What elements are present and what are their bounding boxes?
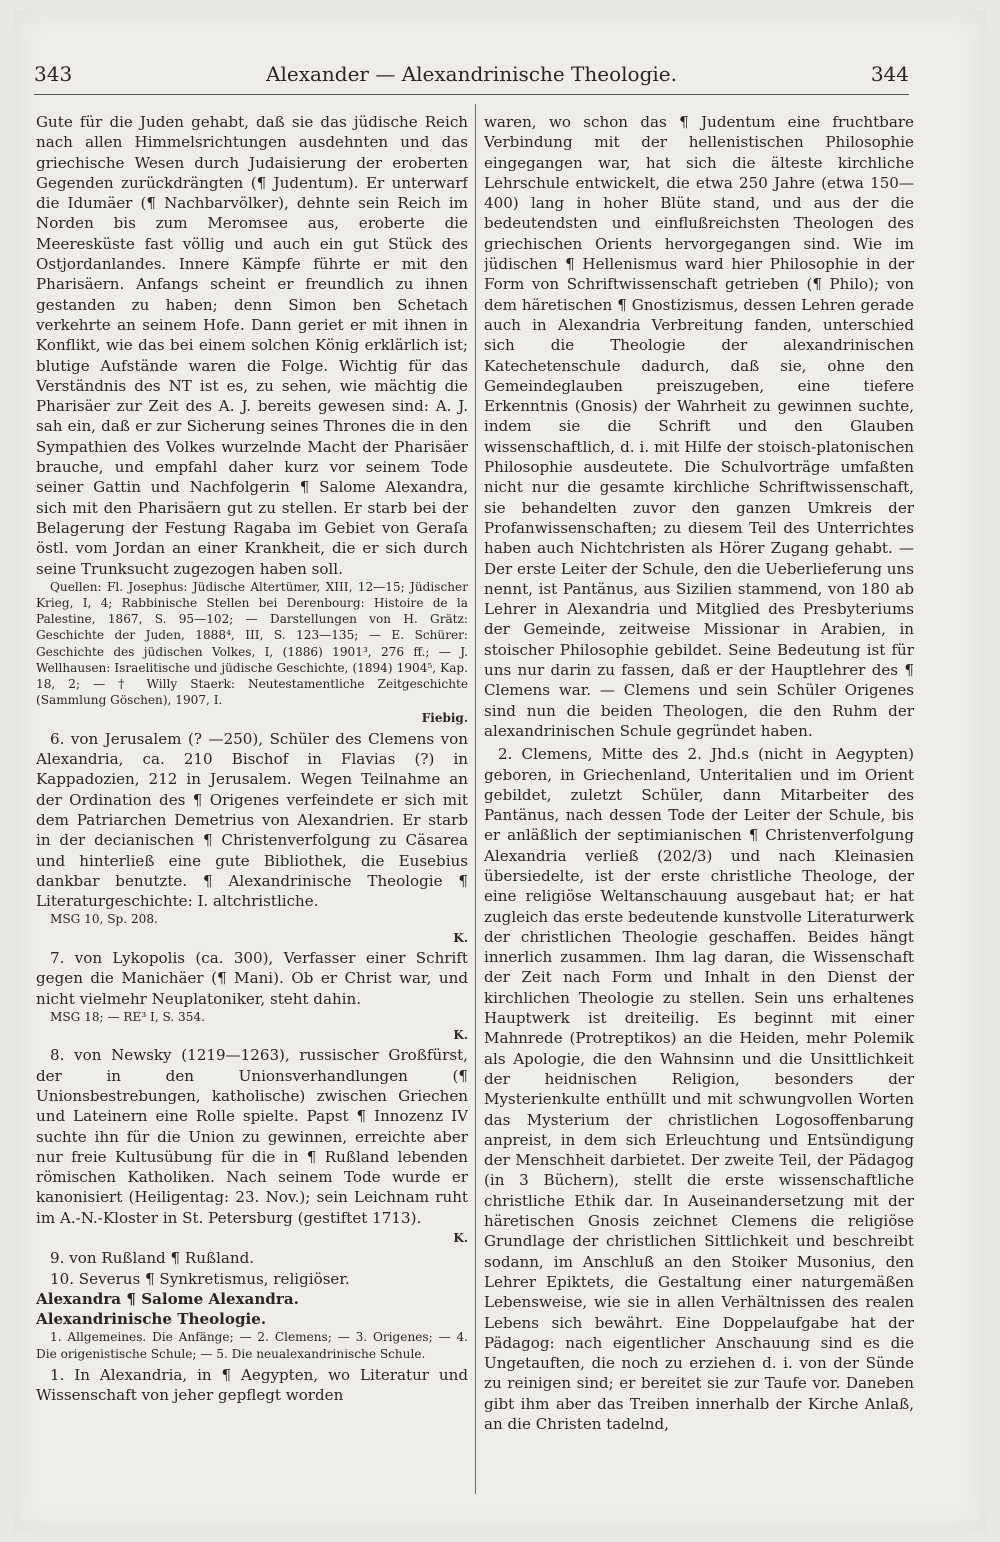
author-signature: K. bbox=[453, 930, 468, 945]
entry-10-severus: 10. Severus ¶ Synkretismus, religiöser. bbox=[50, 1269, 350, 1288]
right-column bbox=[484, 112, 914, 1492]
headword-alexandrinische-theologie: Alexandrinische Theologie. bbox=[36, 1310, 267, 1329]
running-title: Alexander — Alexandrinische Theologie. bbox=[266, 62, 677, 86]
section-1-start: 1. In Alexandria, in ¶ Aegypten, wo Literatur und Wissenschaft von jeher gepflegt worden bbox=[36, 1365, 468, 1405]
left-column bbox=[36, 112, 468, 1492]
headword-alexandra: Alexandra ¶ Salome Alexandra. bbox=[36, 1289, 299, 1308]
author-signature: K. bbox=[453, 1230, 468, 1245]
column-divider bbox=[475, 104, 476, 1494]
reference-note: MSG 10, Sp. 208. bbox=[50, 912, 158, 927]
author-signature: Fiebig. bbox=[421, 711, 468, 726]
author-signature: K. bbox=[453, 1028, 468, 1043]
entry-7-lykopolis: 7. von Lykopolis (ca. 300), Verfasser einer Schrift gegen die Manichäer (¶ Mani). Ob er Christ war, und nicht vielmehr Neuplatoniker, steht dahin. bbox=[36, 948, 468, 1008]
page-number-left: 343 bbox=[34, 62, 73, 86]
page bbox=[14, 10, 986, 1532]
entry-9-russland: 9. von Rußland ¶ Rußland. bbox=[50, 1249, 255, 1268]
sources-note: Quellen: Fl. Josephus: Jüdische Altertümer, XIII, 12—15; Jüdischer Krieg, I, 4; Rabbinische Stellen bei Derenbourg: Histoire de la Palestine, 1867, S. 95—102; — Darstellungen von H. Grätz: Geschichte der Juden, 1888⁴, III, S. 123—135; — E. Schürer: Geschichte des jüdischen Volkes, I, (1886) 1901³, 276 ff.; — J. Wellhausen: Israelitische und jüdische Geschichte, (1894) 1904⁵, Kap. 18, 2; — † Willy Staerk: Neutestamentliche Zeitgeschichte (Sammlung Göschen), 1907, I. bbox=[36, 579, 468, 708]
running-head bbox=[34, 62, 909, 92]
reference-note: MSG 18; — RE³ I, S. 354. bbox=[50, 1009, 205, 1024]
entry-8-newsky: 8. von Newsky (1219—1263), russischer Großfürst, der in den Unionsverhandlungen (¶ Unionsbestrebungen, katholische) zwischen Griechen und Lateinern eine Rolle spielte. Papst ¶ Innozenz IV suchte ihn für die Union zu gewinnen, erreichte aber nur freie Kultusübung für die in ¶ Rußland lebenden römischen Katholiken. Nach seinem Tode wurde er kanonisiert (Heiligentag: 23. Nov.); sein Leichnam ruht im A.-N.-Kloster in St. Petersburg (gestiftet 1713). bbox=[36, 1046, 468, 1227]
page-number-right: 344 bbox=[870, 62, 909, 86]
section-2-clemens: 2. Clemens, Mitte des 2. Jhd.s (nicht in Aegypten) geboren, in Griechenland, Unteritalien und im Orient gebildet, zuletzt Schüler, dann Mitarbeiter des Pantänus, nach dessen Tode der Leiter der Schule, bis er anläßlich der septimianischen ¶ Christenverfolgung Alexandria verließ (202/3) und nach Kleinasien übersiedelte, ist der erste christliche Theologe, der eine religiöse Weltanschauung ausgebaut hat; er hat zugleich das erste bedeutende kunstvolle Literaturwerk der christlichen Theologie geschaffen. Beides hängt innerlich zusammen. Ihm lag daran, die Wissenschaft der Zeit nach Form und Inhalt in den Dienst der kirchlichen Theologie zu stellen. Sein uns erhaltenes Hauptwerk ist dreiteilig. Es beginnt mit einer Mahnrede (Protreptikos) an die Heiden, mehr Polemik als Apologie, die den Wahnsinn und die Unsittlichkeit der heidnischen Religion, besonders der Mysterienkulte enthüllt und mit schwungvollen Worten das Mysterium der christlichen Logosoffenbarung anpreist, in dem sich Erleuchtung und Entsündigung der Menschheit darbietet. Der zweite Teil, der Pädagog (in 3 Büchern), stellt die erste wissenschaftliche christliche Ethik dar. In Auseinandersetzung mit der häretischen Gnosis zeichnet Clemens die religiöse Grundlage der christlichen Sittlichkeit und beschreibt sodann, im Anschluß an den Stoiker Musonius, den Lehrer Epiktets, die Gestaltung einer naturgemäßen Lebensweise, wie sie in allen Verhältnissen des realen Lebens sich bewährt. Eine Doppelaufgabe hat der Pädagog: nach eigentlicher Anschauung sind es die Ungetauften, die noch zu erziehen d. i. von der Sünde zu reinigen sind; er bereitet sie zur Taufe vor. Daneben gibt ihm aber das Treiben innerhalb der Kirche Anlaß, an die Christen tadelnd, bbox=[484, 745, 914, 1433]
header-rule bbox=[34, 94, 909, 95]
entry-6-jerusalem: 6. von Jerusalem (? —250), Schüler des Clemens von Alexandria, ca. 210 Bischof in Flavias (?) in Kappadozien, 212 in Jerusalem. Wegen Teilnahme an der Ordination des ¶ Origenes verfeindete er sich mit dem Patriarchen Demetrius von Alexandrien. Er starb in der decianischen ¶ Christenverfolgung zu Cäsarea und hinterließ eine gute Bibliothek, die Eusebius dankbar benutzte. ¶ Alexandrinische Theologie ¶ Literaturgeschichte: I. altchristliche. bbox=[36, 729, 468, 911]
paragraph-catechetical-school: waren, wo schon das ¶ Judentum eine fruchtbare Verbindung mit der hellenistischen Philosophie eingegangen war, hat sich die älteste kirchliche Lehrschule entwickelt, die etwa 250 Jahre (etwa 150—400) lang in hoher Blüte stand, und aus der die bedeutendsten und einflußreichsten Theologen des griechischen Orients hervorgegangen sind. Wie im jüdischen ¶ Hellenismus ward hier Philosophie in der Form von Schriftwissenschaft getrieben (¶ Philo); von dem häretischen ¶ Gnostizismus, dessen Lehren gerade auch in Alexandria Verbreitung fanden, unterschied sich die Theologie der alexandrinischen Katechetenschule dadurch, daß sie, ohne den Gemeindeglauben preiszugeben, eine tiefere Erkenntnis (Gnosis) der Wahrheit zu gewinnen suchte, indem sie die Schrift und den Glauben wissenschaftlich, d. i. mit Hilfe der stoisch-platonischen Philosophie ausdeutete. Die Schulvorträge umfaßten nicht nur die gesamte kirchliche Schriftwissenschaft, sie behandelten zuvor den ganzen Umkreis der Profanwissenschaften; zu diesem Teil des Unterrichtes haben auch Nichtchristen als Hörer Zugang gehabt. — Der erste Leiter der Schule, den die Ueberlieferung uns nennt, ist Pantänus, aus Sizilien stammend, von 180 ab Lehrer in Alexandria und Mitglied des Presbyteriums der Gemeinde, zeitweise Missionar in Arabien, in stoischer Philosophie gebildet. Seine Bedeutung ist für uns nur darin zu fassen, daß er der Hauptlehrer des ¶ Clemens war. — Clemens und sein Schüler Origenes sind nun die beiden Theologen, die den Ruhm der alexandrinischen Schule gegründet haben. bbox=[484, 113, 914, 740]
paragraph-alexander-jannaeus: Gute für die Juden gehabt, daß sie das jüdische Reich nach allen Himmelsrichtungen ausdehnten und das griechische Wesen durch Judaisierung der eroberten Gegenden zurückdrängten (¶ Judentum). Er unterwarf die Idumäer (¶ Nachbarvölker), dehnte sein Reich im Norden bis zum Meromsee aus, eroberte die Meeresküste fast völlig und auch ein gut Stück des Ostjordanlandes. Innere Kämpfe führte er mit den Pharisäern. Anfangs scheint er freundlich zu ihnen gestanden zu haben; denn Simon ben Schetach verkehrte an seinem Hofe. Dann geriet er mit ihnen in Konflikt, wie das bei einem solchen König erklärlich ist; blutige Aufstände waren die Folge. Wichtig für das Verständnis des NT ist es, zu sehen, wie mächtig die Pharisäer zur Zeit des A. J. bereits gewesen sind: A. J. sah ein, daß er zur Sicherung seines Thrones die in den Sympathien des Volkes wurzelnde Macht der Pharisäer brauche, und empfahl daher kurz vor seinem Tode seiner Gattin und Nachfolgerin ¶ Salome Alexandra, sich mit den Pharisäern gut zu stellen. Er starb bei der Belagerung der Festung Ragaba im Gebiet von Geraſa östl. vom Jordan an einer Krankheit, die er sich durch seine Trunksucht zugezogen haben soll. bbox=[36, 113, 468, 578]
article-contents: 1. Allgemeines. Die Anfänge; — 2. Clemens; — 3. Origenes; — 4. Die origenistische Schule; — 5. Die neualexandrinische Schule. bbox=[36, 1330, 468, 1361]
